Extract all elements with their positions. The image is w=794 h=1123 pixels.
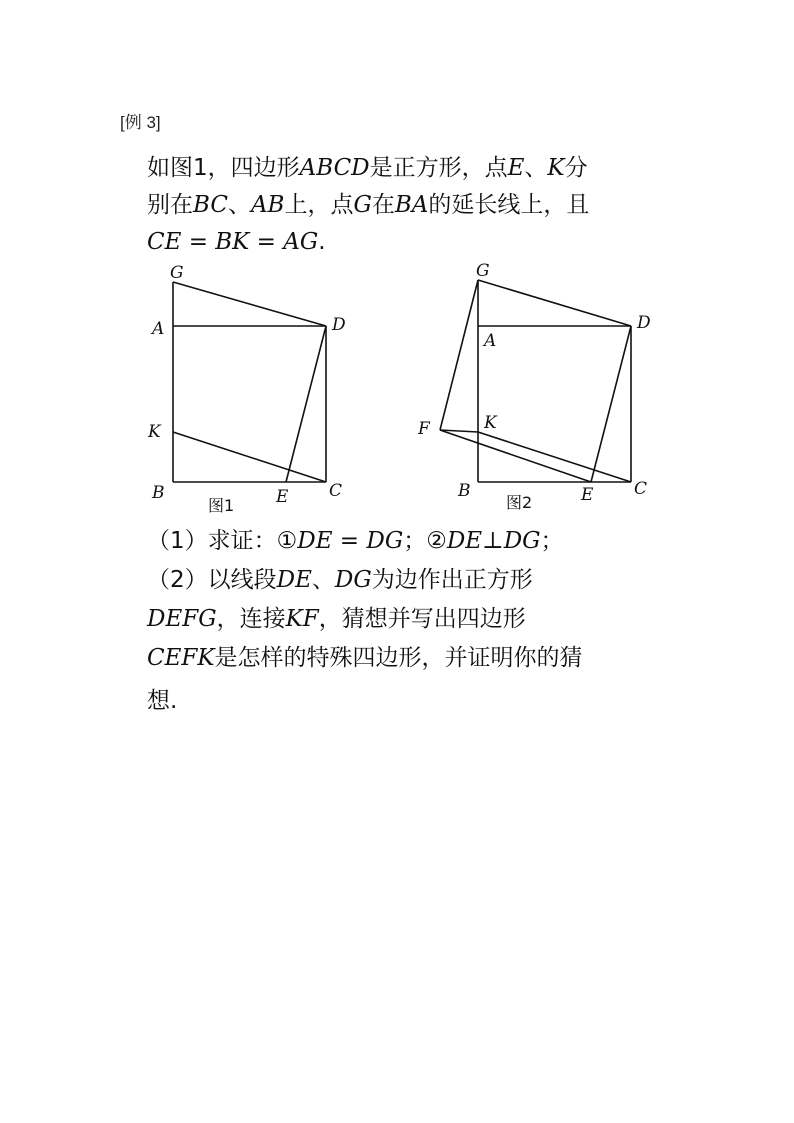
math: DG — [334, 567, 372, 593]
line-GD — [173, 282, 326, 326]
label-B: B — [152, 483, 165, 503]
problem-statement — [147, 150, 667, 261]
math: BC — [193, 192, 228, 218]
question-2-line-4 — [147, 682, 677, 721]
math: BA — [394, 192, 429, 218]
math: CE = BK = AG — [147, 229, 319, 255]
math: ABCD — [299, 155, 370, 181]
text: 分 — [564, 155, 588, 181]
geometry-figures — [140, 260, 670, 525]
text: 是正方形，点 — [369, 155, 508, 181]
label-F: F — [418, 419, 430, 439]
questions — [147, 522, 677, 721]
example-label: [例 3] — [120, 113, 161, 132]
text: 为边作出正方形 — [371, 567, 533, 593]
line-DE — [286, 326, 326, 482]
figure-2 — [440, 280, 631, 482]
question-1 — [147, 522, 677, 561]
math: DE — [276, 567, 312, 593]
text: 如图1，四边形 — [147, 155, 300, 181]
text: 别在 — [147, 192, 193, 218]
text: ，连接 — [216, 606, 286, 632]
problem-line-3 — [147, 224, 667, 261]
text: ，猜想并写出四边形 — [318, 606, 526, 632]
text: 、 — [227, 192, 251, 218]
label-C: C — [634, 479, 648, 499]
label-K: K — [484, 413, 497, 433]
question-2-line-2 — [147, 600, 677, 639]
math: DE = DG — [297, 528, 404, 554]
text: （1）求证：① — [147, 528, 298, 554]
text: 上，点 — [284, 192, 354, 218]
math: AB — [250, 192, 285, 218]
label-D: D — [332, 315, 346, 335]
figures — [140, 260, 670, 525]
figure-1 — [173, 282, 326, 482]
label-D: D — [637, 313, 651, 333]
text: 想. — [147, 688, 178, 714]
math: K — [547, 155, 565, 181]
label-B: B — [458, 481, 471, 501]
text: 在 — [371, 192, 395, 218]
label-E: E — [581, 485, 594, 505]
math: DEFG — [147, 606, 217, 632]
text: ；② — [403, 528, 447, 554]
label-A: A — [484, 331, 497, 351]
problem-line-2 — [147, 187, 667, 224]
label-G: G — [476, 261, 490, 281]
problem-line-1 — [147, 150, 667, 187]
label-A: A — [152, 319, 165, 339]
text: ； — [540, 528, 564, 554]
label-G: G — [170, 263, 184, 283]
question-2-line-3 — [147, 639, 677, 678]
figure-2-caption: 图2 — [506, 493, 533, 512]
label-E: E — [276, 487, 289, 507]
line-GD — [478, 280, 631, 326]
text: 、 — [524, 155, 548, 181]
line-KC — [173, 432, 326, 482]
figure-1-caption: 图1 — [208, 496, 235, 515]
line-DE — [591, 326, 631, 482]
text: . — [318, 229, 326, 255]
math: G — [353, 192, 372, 218]
text: 的延长线上，且 — [428, 192, 590, 218]
text: （2）以线段 — [147, 567, 277, 593]
label-C: C — [329, 481, 343, 501]
label-K: K — [148, 422, 161, 442]
line-GF — [440, 280, 478, 430]
math: KF — [285, 606, 319, 632]
question-2-line-1 — [147, 561, 677, 600]
math: DE⊥DG — [446, 528, 541, 554]
math: CEFK — [147, 645, 215, 671]
line-FE — [440, 430, 591, 482]
line-KC — [478, 432, 631, 482]
math: E — [507, 155, 525, 181]
figure-1-labels — [147, 263, 346, 515]
text: 、 — [311, 567, 335, 593]
text: 是怎样的特殊四边形，并证明你的猜 — [214, 645, 583, 671]
